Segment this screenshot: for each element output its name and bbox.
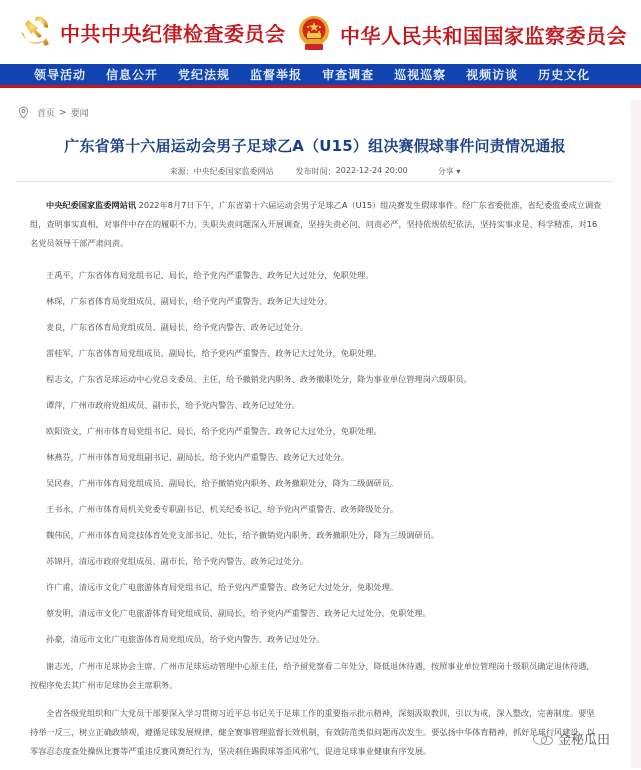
person-item: 王书永，广州市体育局机关党委专职副书记、机关纪委书记，给予党内严重警告、政务降级处分。 [46,504,399,514]
person-item: 程志文，广东省足球运动中心党总支委员、主任，给予撤销党内职务、政务撤职处分，降为事业单位管理岗六级职员。 [46,374,472,384]
article-body [30,196,602,770]
nav-item-inspection[interactable]: 巡视巡察 [394,68,447,82]
article-meta [0,166,630,177]
breadcrumb-current[interactable]: 要闻 [70,109,89,119]
chevron-down-icon: ▾ [456,167,461,176]
main-nav [0,64,641,88]
nav-item-report[interactable]: 监督举报 [250,68,303,82]
location-pin-icon [18,106,29,119]
xie-paragraph: 谢志光，广州市足球协会主席、广州市足球运动管理中心原主任，给予留党察看二年处分，降低退休待遇，按照事业单位管理岗十级职员确定退休待遇，按程序免去其广州市足球协会主席职务。 [30,661,595,690]
nsc-name: 中华人民共和国国家监察委员会 [340,23,627,48]
ccdi-name: 中共中央纪律检查委员会 [60,21,286,46]
page-edge [631,100,641,768]
time-label: 发布时间： [295,167,336,176]
ccdi-logo-link[interactable] [18,14,286,50]
site-header [0,0,641,64]
nav-item-regulations[interactable]: 党纪法规 [178,68,231,82]
breadcrumb [18,106,89,119]
watermark [532,729,610,748]
nav-item-investigation[interactable]: 审查调查 [322,68,375,82]
person-item: 麦良，广东省体育局党组成员、副局长，给予党内警告、政务记过处分。 [46,322,309,332]
closing-paragraph: 全省各级党组织和广大党员干部要深入学习贯彻习近平总书记关于足球工作的重要指示批示精神，深刻汲取教训，引以为戒，深入整改，完善制度。要坚持举一反三，树立正确政绩观，遵循足球发展规律，健全赛事管理监督长效机制，有效防范类似问题再次发生。要弘扬中华体育精神，抓好足球行风建设，以零容忍态度查处操纵比赛等严重违反赛风赛纪行为，坚决刹住踢假球等歪风邪气，促进足球事业健康有序发展。 [30,708,595,756]
source-value: 中央纪委国家监委网站 [193,167,274,176]
share-label: 分享 [437,167,454,176]
person-item: 欧阳资文，广州市体育局党组书记、局长，给予党内严重警告、政务记大过处分，免职处理。 [46,426,382,436]
person-item: 王禹平，广东省体育局党组书记、局长，给予党内严重警告、政务记大过处分，免职处理。 [46,270,374,280]
nav-item-history[interactable]: 历史文化 [538,68,591,82]
article-title: 广东省第十六届运动会男子足球乙A（U15）组决赛假球事件问责情况通报 [64,137,566,155]
person-item: 孙豪，清远市文化广电旅游体育局党组成员，给予党内警告、政务记过处分。 [46,634,325,644]
person-item: 苏锦丹，清远市政府党组成员、副市长，给予党内警告、政务记过处分。 [46,556,309,566]
breadcrumb-separator: > [59,107,67,118]
lead-paragraph [30,196,602,253]
lead-text: 2022年8月7日下午，广东省第十六届运动会男子足球乙A（U15）组决赛发生假球事件。经广东省委批准，省纪委监委成立调查组，查明事实真相，对事件中存在的履职不力、失职失责问题深入开展调查，坚持失责必问、问责必严，坚持依规依纪依法，坚持实事求是、科学精准，对16名党员领导干部严肃问责。 [30,200,602,248]
nav-item-video[interactable]: 视频访谈 [466,68,519,82]
breadcrumb-home[interactable]: 首页 [37,109,56,119]
source-label: 来源： [169,167,194,176]
nsc-logo-link[interactable] [296,14,627,54]
person-item: 蔡发明，清远市文化广电旅游体育局党组成员、副局长，给予党内严重警告、政务记大过处分，免职处理。 [46,608,431,618]
meta-divider [16,181,614,182]
person-item: 雷桂军，广东省体育局党组成员、副局长，给予党内严重警告、政务记大过处分，免职处理。 [46,348,382,358]
person-item: 谭萍，广州市政府党组成员、副市长，给予党内警告、政务记过处分。 [46,400,300,410]
person-item: 吴民春，广州市体育局党组成员、副局长，给予撤销党内职务、政务撤职处分，降为二级调研员。 [46,478,399,488]
watermark-text: 金秘瓜田 [558,733,611,748]
nav-item-leadership[interactable]: 领导活动 [34,68,87,82]
wechat-icon [532,732,554,746]
person-item: 林燕芬，广州市体育局党组副书记、副局长，给予党内严重警告、政务记大过处分。 [46,452,349,462]
lead-source: 中央纪委国家监委网站讯 [46,200,137,210]
party-emblem-icon [18,14,52,50]
publish-time: 2022-12-24 20:00 [335,166,408,175]
nav-item-info-disclosure[interactable]: 信息公开 [106,68,159,82]
share-button[interactable] [438,166,461,177]
person-item: 林琛，广东省体育局党组成员、副局长，给予党内严重警告、政务记大过处分。 [46,296,333,306]
national-emblem-icon [296,14,332,54]
person-item: 许广甫，清远市文化广电旅游体育局党组书记，给予党内严重警告、政务记大过处分，免职处理。 [46,582,399,592]
person-item: 魏伟民，广州市体育局竞技体育处党支部书记、处长，给予撤销党内职务、政务撤职处分，降为三级调研员。 [46,530,440,540]
